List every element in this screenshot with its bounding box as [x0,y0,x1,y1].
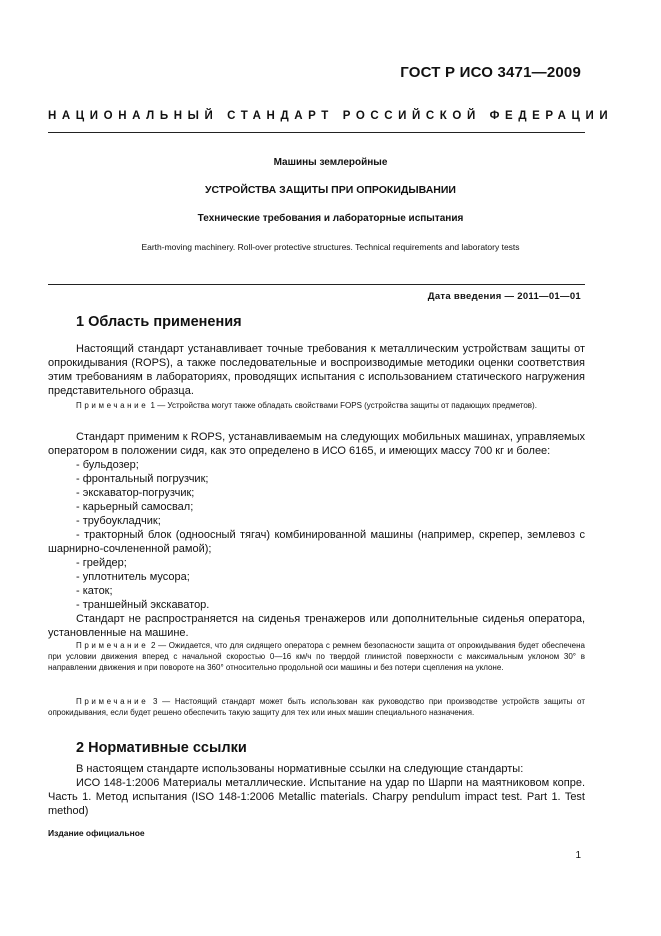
note-3: Примечание 3 — Настоящий стандарт может быть использован как руководство при производстве устройств защиты от опрокидывания, если будет решено обеспечить такую защиту для тех или иных машин специального назначения. [48,697,585,717]
section-2-paragraph-2: ИСО 148-1:2006 Материалы металлические. Испытание на удар по Шарпи на маятниковом копре. Часть 1. Метод испытания (ISO 148-1:2006 Metallic materials. Charpy pendulum impact test. Part 1. Test method) [48,777,585,817]
list-item: - карьерный самосвал; [76,501,194,513]
list-item: - уплотнитель мусора; [76,571,190,583]
note-1: Примечание 1 — Устройства могут также обладать свойствами FOPS (устройства защиты от падающих предметов). [76,401,537,410]
machine-list-2 [76,556,209,612]
title-main: УСТРОЙСТВА ЗАЩИТЫ ПРИ ОПРОКИДЫВАНИИ [205,184,456,196]
introduction-date: Дата введения — 2011—01—01 [427,291,581,302]
title-subtitle: Технические требования и лабораторные испытания [197,213,464,224]
section-2-paragraph-1: В настоящем стандарте использованы нормативные ссылки на следующие стандарты: [76,763,524,775]
list-item: - грейдер; [76,557,127,569]
list-item: - бульдозер; [76,459,139,471]
section-1-paragraph-1: Настоящий стандарт устанавливает точные требования к металлическим устройствам защиты от опрокидывания (ROPS), а также последовательные и воспроизводимые методики оценки соответствия этим требованиям в лабораториях, проводящих испытания с использованием статического нагружения представительного образца. [48,343,585,397]
note-2: Примечание 2 — Ожидается, что для сидящего оператора с ремнем безопасности защита от опрокидывания будет обеспечена при условии движения вперед с начальной скоростью 0—16 км/ч по твердой глинистой поверхности с максимальным уклоном 30° в направлении движения и при повороте на 360° относительно продольной оси машины и без потери сцепления на уклоне. [48,641,585,672]
official-edition-label: Издание официальное [48,828,145,838]
header-rule [48,132,585,133]
list-item: - фронтальный погрузчик; [76,473,209,485]
title-machines: Машины землеройные [273,157,388,168]
page-number: 1 [575,850,581,861]
list-item: - экскаватор-погрузчик; [76,487,195,499]
national-standard-banner: НАЦИОНАЛЬНЫЙ СТАНДАРТ РОССИЙСКОЙ ФЕДЕРАЦИИ [48,110,614,122]
section-1-paragraph-3: Стандарт не распространяется на сиденья тренажеров или дополнительные сиденья оператора, установленные на машине. [48,613,585,639]
list-item: - трубоукладчик; [76,515,161,527]
list-item: - каток; [76,585,113,597]
section-2-heading: 2 Нормативные ссылки [76,740,247,756]
title-english: Earth-moving machinery. Roll-over protective structures. Technical requirements and laboratory tests [141,242,520,252]
machine-list [76,458,208,528]
list-item: - траншейный экскаватор. [76,599,210,611]
section-1-heading: 1 Область применения [76,314,242,330]
document-code: ГОСТ Р ИСО 3471—2009 [400,64,581,81]
section-1-paragraph-2: Стандарт применим к ROPS, устанавливаемым на следующих мобильных машинах, управляемых оператором в положении сидя, как это определено в ИСО 6165, и имеющих массу 700 кг и более: [48,431,585,457]
machine-list-long-item: - тракторный блок (одноосный тягач) комбинированной машины (например, скрепер, землевоз с шарнирно-сочлененной рамой); [48,529,585,555]
title-rule [48,284,585,285]
